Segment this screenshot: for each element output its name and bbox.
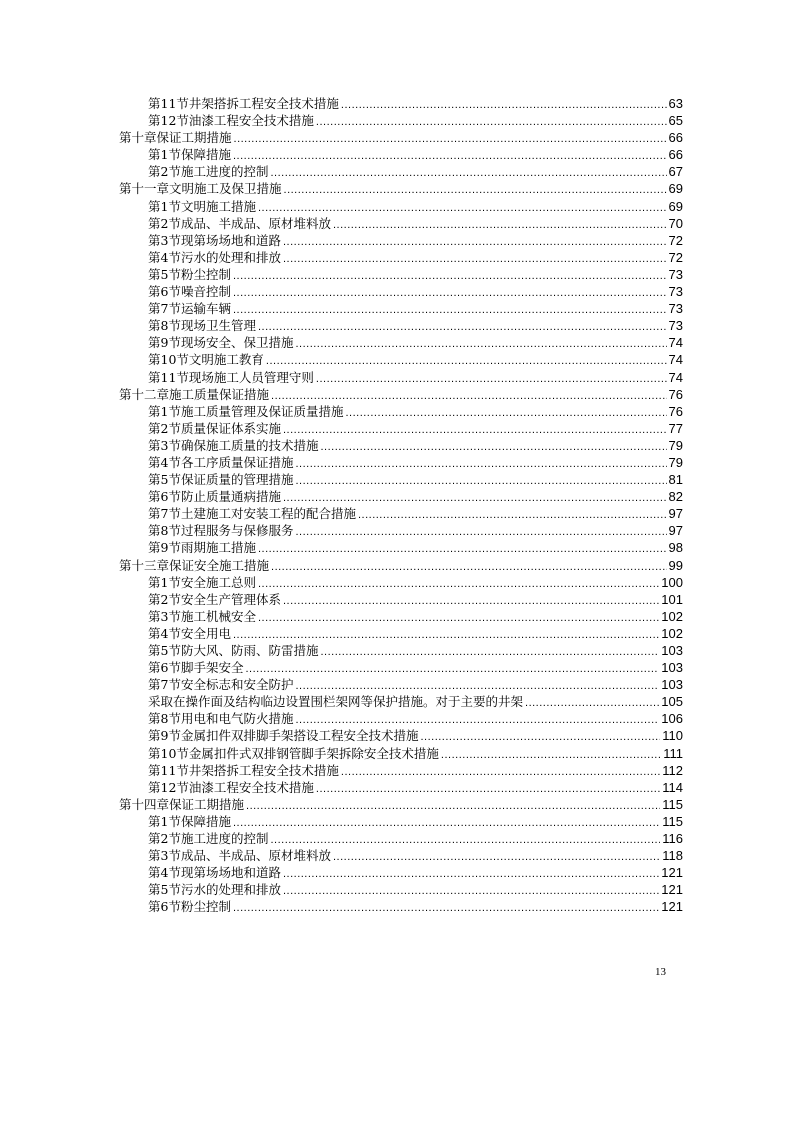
toc-entry-title: 第3节施工机械安全 [148,608,256,624]
toc-entry-title: 第2节质量保证体系实施 [148,420,281,436]
toc-entry-page: 111 [663,745,683,761]
toc-section-entry[interactable] [119,283,683,300]
toc-section-entry[interactable] [119,266,683,283]
toc-entry-title: 第11节井架搭拆工程安全技术措施 [148,96,339,111]
toc-section-entry[interactable] [119,505,683,522]
toc-entry-title: 第5节粉尘控制 [148,266,231,282]
toc-entry-title: 第4节各工序质量保证措施 [148,454,294,470]
toc-entry-title: 第6节防止质量通病措施 [148,489,281,505]
toc-section-entry[interactable] [119,574,683,591]
toc-entry-page: 66 [668,147,683,163]
dot-leader [283,422,667,439]
toc-entry-title: 第4节污水的处理和排放 [148,249,281,265]
toc-entry-title: 第8节用电和电气防火措施 [148,711,294,727]
toc-entry-page: 121 [661,899,683,915]
toc-entry-title: 第十三章保证安全施工措施 [119,557,270,573]
toc-section-entry[interactable] [119,403,683,420]
toc-section-entry[interactable] [119,522,683,539]
dot-leader [295,456,666,473]
dot-leader [283,883,659,900]
dot-leader [234,131,667,148]
toc-entry-title: 采取在操作面及结构临边设置围栏架网等保护措施。对于主要的井架 [148,694,524,710]
toc-entry-page: 63 [668,96,683,111]
dot-leader [441,747,661,764]
toc-entry-page: 121 [661,865,683,881]
toc-section-entry[interactable] [119,659,683,676]
dot-leader [233,302,667,319]
toc-entry-page: 103 [661,677,683,693]
toc-section-entry[interactable] [119,745,683,762]
toc-entry-title: 第7节安全标志和安全防护 [148,677,294,693]
toc-entry-page: 105 [661,694,683,710]
toc-entry-page: 76 [668,403,683,419]
toc-entry-page: 73 [668,284,683,300]
dot-leader [258,576,659,593]
toc-entry-page: 69 [668,198,683,214]
toc-section-entry[interactable] [119,864,683,881]
toc-entry-title: 第12节油漆工程安全技术措施 [148,113,314,129]
dot-leader [271,559,667,576]
dot-leader [283,866,659,883]
toc-entry-page: 103 [661,643,683,658]
toc-entry-title: 第1节安全施工总则 [148,574,256,590]
toc-section-entry[interactable] [119,881,683,898]
toc-entry-page: 110 [662,728,683,744]
toc-entry-page: 79 [668,437,683,453]
toc-entry-title: 第1节保障措施 [148,147,231,163]
toc-entry-title: 第十四章保证工期措施 [119,796,245,812]
toc-entry-page: 103 [661,660,683,676]
toc-section-entry[interactable] [119,591,683,608]
toc-entry-page: 118 [662,848,683,864]
toc-entry-title: 第3节确保施工质量的技术措施 [148,437,319,453]
toc-entry-title: 第十章保证工期措施 [119,130,232,146]
dot-leader [283,234,667,251]
toc-section-entry[interactable] [119,215,683,232]
toc-entry-title: 第十一章文明施工及保卫措施 [119,181,282,197]
dot-leader [258,610,659,627]
dot-leader [345,405,666,422]
dot-leader [320,439,666,456]
dot-leader [233,900,659,917]
dot-leader [333,849,660,866]
toc-entry-page: 121 [661,882,683,898]
toc-section-entry[interactable] [119,95,683,112]
toc-entry-page: 66 [668,130,683,146]
toc-entry-title: 第2节施工进度的控制 [148,164,269,180]
toc-entry-title: 第2节施工进度的控制 [148,831,269,847]
toc-entry-page: 115 [662,813,683,829]
dot-leader [295,336,666,353]
dot-leader [295,473,666,490]
toc-section-entry[interactable] [119,232,683,249]
dot-leader [295,524,666,541]
dot-leader [284,182,667,199]
toc-chapter-entry[interactable] [119,796,683,813]
dot-leader [283,251,667,268]
toc-entry-page: 112 [662,762,683,778]
dot-leader [258,319,667,336]
toc-chapter-entry[interactable] [119,129,683,146]
toc-entry-title: 第1节文明施工措施 [148,198,256,214]
toc-entry-title: 第6节噪音控制 [148,284,231,300]
dot-leader [245,661,659,678]
toc-entry-page: 106 [661,711,683,727]
dot-leader [316,371,667,388]
toc-section-entry[interactable] [119,369,683,386]
toc-section-entry[interactable] [119,830,683,847]
toc-section-entry[interactable] [119,813,683,830]
toc-entry-page: 97 [668,523,683,539]
toc-section-entry[interactable] [119,198,683,215]
toc-entry-title: 第4节安全用电 [148,625,231,641]
toc-section-entry[interactable] [119,727,683,744]
toc-section-entry[interactable] [119,163,683,180]
toc-entry-title: 第9节现场安全、保卫措施 [148,335,294,351]
dot-leader [233,268,667,285]
toc-section-entry[interactable] [119,539,683,556]
dot-leader [341,97,667,114]
toc-entry-page: 74 [668,352,683,368]
toc-entry-title: 第5节防大风、防雨、防雷措施 [148,643,319,658]
dot-leader [320,644,659,661]
toc-entry-title: 第11节井架搭拆工程安全技术措施 [148,762,339,778]
dot-leader [316,114,667,131]
toc-entry-page: 72 [668,249,683,265]
toc-entry-title: 第10节金属扣件式双排钢管脚手架拆除安全技术措施 [148,745,439,761]
toc-section-entry[interactable] [119,351,683,368]
toc-entry-page: 102 [661,608,683,624]
toc-chapter-entry[interactable] [119,557,683,574]
toc-entry-page: 100 [661,574,683,590]
toc-section-entry[interactable] [119,420,683,437]
toc-entry-title: 第7节运输车辆 [148,301,231,317]
toc-entry-title: 第6节粉尘控制 [148,899,231,915]
dot-leader [333,217,667,234]
toc-entry-page: 115 [662,796,683,812]
toc-section-entry[interactable] [119,693,683,710]
toc-entry-title: 第2节成品、半成品、原材堆料放 [148,215,331,231]
toc-section-entry[interactable] [119,334,683,351]
toc-entry-title: 第7节土建施工对安装工程的配合措施 [148,506,356,522]
toc-entry-title: 第5节污水的处理和排放 [148,882,281,898]
toc-entry-title: 第3节成品、半成品、原材堆料放 [148,848,331,864]
toc-entry-page: 74 [668,335,683,351]
toc-entry-title: 第8节过程服务与保修服务 [148,523,294,539]
toc-section-entry[interactable] [119,779,683,796]
toc-entry-page: 65 [668,113,683,129]
toc-entry-title: 第12节油漆工程安全技术措施 [148,779,314,795]
toc-section-entry[interactable] [119,762,683,779]
toc-entry-page: 116 [662,831,683,847]
toc-section-entry[interactable] [119,625,683,642]
toc-section-entry[interactable] [119,710,683,727]
toc-chapter-entry[interactable] [119,180,683,197]
toc-entry-title: 第4节现第场场地和道路 [148,865,281,881]
toc-entry-title: 第9节雨期施工措施 [148,540,256,556]
toc-entry-title: 第6节脚手架安全 [148,660,244,676]
toc-section-entry[interactable] [119,454,683,471]
toc-section-entry[interactable] [119,437,683,454]
toc-entry-title: 第9节金属扣件双排脚手架搭设工程安全技术措施 [148,728,419,744]
dot-leader [358,507,667,524]
toc-section-entry[interactable] [119,317,683,334]
toc-section-entry[interactable] [119,112,683,129]
toc-section-entry[interactable] [119,608,683,625]
toc-section-entry[interactable] [119,300,683,317]
dot-leader [258,541,667,558]
dot-leader [233,148,667,165]
dot-leader [233,815,660,832]
toc-entry-page: 102 [661,625,683,641]
toc-entry-page: 101 [661,591,683,607]
toc-entry-page: 99 [668,557,683,573]
toc-section-entry[interactable] [119,488,683,505]
toc-section-entry[interactable] [119,847,683,864]
toc-section-entry[interactable] [119,898,683,915]
dot-leader [233,285,667,302]
toc-section-entry[interactable] [119,642,683,659]
toc-entry-page: 73 [668,301,683,317]
toc-section-entry[interactable] [119,249,683,266]
toc-entry-page: 74 [668,369,683,385]
toc-entry-page: 73 [668,318,683,334]
toc-chapter-entry[interactable] [119,386,683,403]
dot-leader [525,695,659,712]
toc-entry-page: 72 [668,232,683,248]
toc-entry-page: 69 [668,181,683,197]
toc-entry-page: 82 [668,489,683,505]
toc-entry-page: 114 [662,779,683,795]
dot-leader [283,593,659,610]
toc-entry-title: 第5节保证质量的管理措施 [148,472,294,488]
table-of-contents [119,95,683,916]
toc-entry-page: 98 [668,540,683,556]
toc-entry-title: 第1节施工质量管理及保证质量措施 [148,403,344,419]
toc-section-entry[interactable] [119,676,683,693]
dot-leader [270,165,666,182]
dot-leader [341,764,660,781]
toc-entry-page: 79 [668,454,683,470]
toc-entry-page: 76 [668,386,683,402]
toc-section-entry[interactable] [119,146,683,163]
toc-entry-title: 第11节现场施工人员管理守则 [148,369,314,385]
toc-entry-page: 97 [668,506,683,522]
page-number: 13 [655,966,666,978]
toc-entry-title: 第1节保障措施 [148,813,231,829]
dot-leader [316,781,660,798]
toc-entry-title: 第3节现第场场地和道路 [148,232,281,248]
toc-entry-title: 第十二章施工质量保证措施 [119,386,270,402]
toc-entry-page: 67 [668,164,683,180]
toc-entry-title: 第10节文明施工教育 [148,352,264,368]
toc-entry-page: 81 [668,472,683,488]
toc-entry-page: 77 [668,420,683,436]
toc-entry-page: 73 [668,266,683,282]
toc-entry-page: 70 [668,215,683,231]
dot-leader [420,729,660,746]
dot-leader [266,353,667,370]
toc-section-entry[interactable] [119,471,683,488]
toc-entry-title: 第2节安全生产管理体系 [148,591,281,607]
toc-entry-title: 第8节现场卫生管理 [148,318,256,334]
dot-leader [246,798,660,815]
